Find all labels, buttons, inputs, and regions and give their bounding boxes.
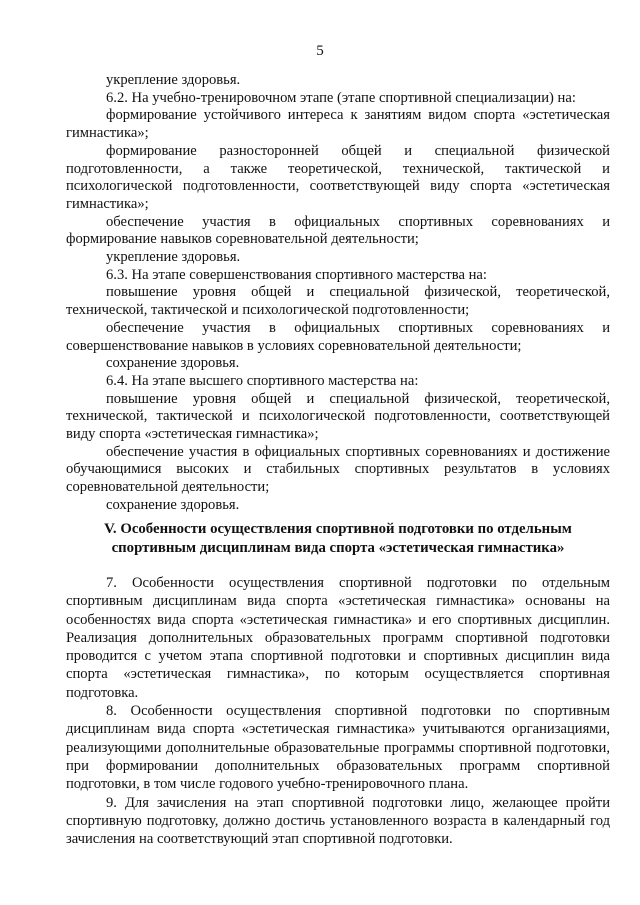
paragraph: повышение уровня общей и специальной физической, теоретической, технической, тактической и психологической подготовленности; [66,284,610,319]
section-heading-line: спортивным дисциплинам вида спорта «эстетическая гимнастика» [111,539,565,556]
paragraph: 9. Для зачисления на этап спортивной подготовки лицо, желающее пройти спортивную подготовку, должно достичь установленного возраста в календарный год зачисления на соответствующий этап спортивной подготовки. [66,794,610,848]
paragraph: обеспечение участия в официальных спортивных соревнованиях и совершенствование навыков в условиях соревновательной деятельности; [66,319,610,354]
paragraph: сохранение здоровья. [106,355,240,372]
paragraph: укрепление здоровья. [106,249,241,266]
paragraph: обеспечение участия в официальных спортивных соревнованиях и формирование навыков соревновательной деятельности; [66,213,610,248]
section-heading-line: V. Особенности осуществления спортивной подготовки по отдельным [104,521,572,537]
paragraph: формирование устойчивого интереса к занятиям видом спорта «эстетическая гимнастика»; [66,107,610,142]
page-number: 5 [316,43,324,59]
paragraph: 8. Особенности осуществления спортивной подготовки по спортивным дисциплинам вида спорта «эстетическая гимнастика» учитываются организациями, реализующими дополнительные образовательные программы спортивной подготовки, при формировании дополнительных образовательных программ спортивной подготовки, в том числе годового учебно-тренировочного плана. [66,703,610,793]
paragraph: сохранение здоровья. [106,496,240,513]
paragraph: 6.4. На этапе высшего спортивного мастерства на: [106,372,419,389]
paragraph: обеспечение участия в официальных спортивных соревнованиях и достижение обучающимися высоких и стабильных спортивных результатов в условиях соревновательной деятельности; [66,443,610,496]
paragraph: 6.2. На учебно-тренировочном этапе (этапе спортивной специализации) на: [106,89,576,106]
section-6-text [66,72,610,515]
paragraph: 6.3. На этапе совершенствования спортивного мастерства на: [106,266,487,283]
section-heading [66,520,610,557]
paragraph: повышение уровня общей и специальной физической, теоретической, технической, тактической и психологической подготовленности, соответствующей виду спорта «эстетическая гимнастика»; [66,390,610,443]
paragraph: укрепление здоровья. [106,72,241,88]
paragraph: 7. Особенности осуществления спортивной подготовки по отдельным спортивным дисциплинам вида спорта «эстетическая гимнастика» основаны на особенностях вида спорта «эстетическая гимнастика» и его спортивных дисциплин. Реализация дополнительных образовательных программ спортивной подготовки проводится с учетом этапа спортивной подготовки и спортивных дисциплин вида спорта «эстетическая гимнастика», по которым осуществляется спортивная подготовка. [66,575,610,701]
section-5-text [66,574,610,848]
paragraph: формирование разносторонней общей и специальной физической подготовленности, а также теоретической, технической, тактической и психологической подготовленности, соответствующей виду спорта «эстетическая гимнастика»; [66,142,610,212]
